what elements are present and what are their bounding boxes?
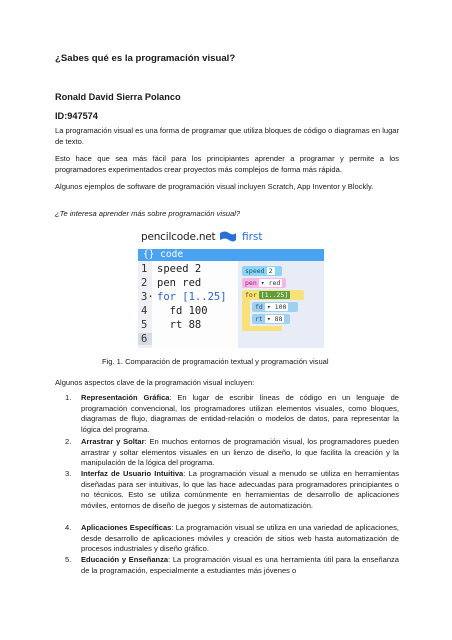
- code-header-bar: [138, 249, 324, 261]
- code-line: for [1..25]: [157, 291, 227, 303]
- line-number: 4: [141, 305, 148, 317]
- question-line: ¿Te interesa aprender más sobre programación visual?: [55, 209, 241, 218]
- editor-area: [138, 249, 324, 348]
- document-page: ¿Sabes qué es la programación visual? Ronald David Sierra Polanco ID:947574 La programación visual es una forma de programar que utiliza bloques de código o diagramas en lugar de texto. Esto hace que sea más fácil para los principiantes aprender a programar y permite a los programadores experimentados crear proyectos más complejos de forma más rápida. Algunos ejemplos de software de programación visual incluyen Scratch, App Inventor y Blockly. ¿Te interesa aprender más sobre programación visual? pencilcode.net first {} code 1 2 3· 4 5 6 speed 2 pen red for [1..25] fd 100 rt 88 speed 2 pen ▾ red for [1..25] fd ▾ 100 rt ▾ 88 Fig. 1. Comparación de programación textual y programación visual Algunos aspectos clave de la programación visual incluyen: 1. Representación Gráfica: En lugar de escribir líneas de código en un lenguaje de programación convencional, los programadores utilizan elementos visuales, como bloques, diagramas de flujo, diagramas de entidad-relación o modelos de datos, para representar la lógica del programa. 2. Arrastrar y Soltar: En muchos entornos de programación visual, los programadores pueden arrastrar y soltar elementos visuales en un lienzo de diseño, lo que facilita la creación y la manipulación de la lógica del programa. 3. Interfaz de Usuario Intuitiva: La programación visual a menudo se utiliza en herramientas diseñadas para ser intuitivas, lo que las hace adecuadas para programadores principiantes o no técnicos. Esto se utiliza comúnmente en herramientas de desarrollo de aplicaciones móviles, entornos de diseño de juegos y sistemas de automatización. 4. Aplicaciones Específicas: La programación visual se utiliza en una variedad de aplicaciones, desde desarrollo de aplicaciones móviles y creación de sitios web hasta automatización de procesos industriales y diseño gráfico. 5. Educación y Enseñanza: La programación visual es una herramienta útil para la enseñanza de la programación, especialmente a estudiantes más jóvenes o: [55, 53, 400, 575]
- line-number: 3·: [141, 291, 154, 303]
- block-for-body: [242, 300, 250, 328]
- line-number: 1: [141, 263, 148, 275]
- line-number: 5: [141, 319, 148, 331]
- student-id: ID:947574: [55, 111, 98, 121]
- figure-caption: Fig. 1. Comparación de programación textual y programación visual: [102, 357, 329, 366]
- block-for-foot: [242, 326, 282, 331]
- block-for: for [1..25]: [242, 290, 304, 300]
- author-name: Ronald David Sierra Polanco: [55, 92, 181, 102]
- code-line: fd 100: [157, 305, 208, 317]
- code-line: rt 88: [157, 319, 202, 331]
- file-name: first: [242, 231, 263, 243]
- code-line: speed 2: [157, 263, 202, 275]
- list-intro: Algunos aspectos clave de la programación visual incluyen:: [55, 378, 255, 387]
- flag-icon: [218, 231, 238, 250]
- paragraph-2: Esto hace que sea más fácil para los principiantes aprender a programar y permite a los programadores experimentados crear proyectos más complejos de forma más rápida.: [55, 154, 399, 174]
- block-pen: pen ▾ red: [242, 278, 286, 288]
- page-title: ¿Sabes qué es la programación visual?: [55, 53, 236, 64]
- code-header-label: {} code: [143, 249, 184, 260]
- line-number: 2: [141, 277, 148, 289]
- brand-logo: pencilcode.net: [141, 231, 216, 243]
- block-rt: rt ▾ 88: [252, 314, 290, 324]
- block-speed: speed 2: [242, 266, 282, 276]
- figure-header: [138, 228, 324, 248]
- line-number-active: 6: [138, 333, 152, 345]
- block-fd: fd ▾ 100: [252, 302, 298, 312]
- paragraph-3: Algunos ejemplos de software de programación visual incluyen Scratch, App Inventor y Blockly.: [55, 182, 374, 191]
- pencilcode-figure: [138, 228, 324, 348]
- paragraph-1: La programación visual es una forma de programar que utiliza bloques de código o diagramas en lugar de texto.: [55, 126, 400, 146]
- block-pane: [242, 263, 322, 347]
- code-line: pen red: [157, 277, 202, 289]
